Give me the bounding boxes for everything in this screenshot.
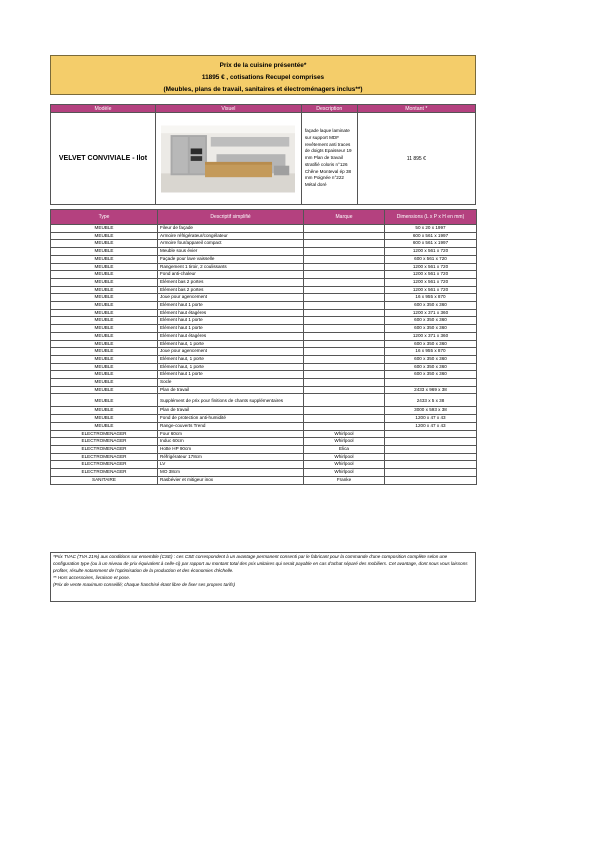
price-banner [50,55,476,95]
table-row [51,386,477,394]
cell-brand [304,263,385,271]
footnote-excluded: ** Hors accessoires, livraison et pose. [53,574,131,580]
banner-price: 11895 € , cotisations Recupel comprises [201,74,325,81]
cell-dimensions: 1200 x 561 x 720 [385,248,477,256]
cell-type: MEUBLE [51,394,158,407]
table-row [51,371,477,379]
cell-description: Elément haut, 1 porte [158,363,304,371]
table-row [51,325,477,333]
cell-brand [304,386,385,394]
table-row [51,469,477,477]
cell-type: MEUBLE [51,263,158,271]
cell-brand [304,302,385,310]
banner-included: (Meubles, plans de travail, sanitaires et électroménagers inclus**) [163,86,363,93]
cell-type: MEUBLE [51,248,158,256]
cell-description: Elément haut étagères [158,332,304,340]
cell-description: Range-couverts Trend [158,422,304,430]
cell-dimensions [385,453,477,461]
cell-brand [304,348,385,356]
table-row [51,363,477,371]
header-description: Description [301,105,357,113]
cell-type: MEUBLE [51,340,158,348]
table-row [51,438,477,446]
cell-description: Fond de protection anti-humidité [158,415,304,423]
cell-description: Four 60cm [158,430,304,438]
table-row [51,332,477,340]
cell-brand [304,255,385,263]
table-row [51,278,477,286]
cell-description: Elément haut, 1 porte [158,355,304,363]
table-row [51,286,477,294]
cell-description: Fond anti-chaleur [158,271,304,279]
cell-brand [304,294,385,302]
cell-dimensions: 600 x 350 x 360 [385,363,477,371]
table-row [51,407,477,415]
cell-dimensions [385,469,477,477]
cell-description: Plan de travail [158,386,304,394]
cell-description: Elément bas 2 portes [158,286,304,294]
cell-dimensions: 600 x 561 x 1997 [385,232,477,240]
cell-description: Armoire réfrigérateur/congélateur [158,232,304,240]
cell-dimensions: 600 x 350 x 360 [385,317,477,325]
cell-description: Plan de travail [158,407,304,415]
cell-description: Socle [158,379,304,387]
cell-description: LV [158,461,304,469]
cell-type: MEUBLE [51,286,158,294]
cell-brand: Whirlpool [304,438,385,446]
cell-dimensions: 600 x 350 x 360 [385,340,477,348]
cell-dimensions [385,476,477,484]
header-model: Modèle [51,105,156,113]
cell-dimensions: 600 x 561 x 1997 [385,240,477,248]
header-desc: Descriptif simplifié [158,210,304,225]
cell-dimensions [385,438,477,446]
banner-title: Prix de la cuisine présentée* [219,62,307,69]
table-row [51,379,477,387]
table-row [51,461,477,469]
cell-description: Meuble sous évier [158,248,304,256]
cell-dimensions: 1200 x 561 x 720 [385,271,477,279]
cell-dimensions [385,430,477,438]
cell-dimensions: 16 x 955 x 870 [385,294,477,302]
table-row [51,294,477,302]
cell-dimensions: 50 x 20 x 1997 [385,225,477,233]
cell-brand [304,371,385,379]
cell-description: Hotte HP 90cm [158,445,304,453]
table-row [51,271,477,279]
cell-type: MEUBLE [51,332,158,340]
table-row [51,263,477,271]
table-row [51,340,477,348]
cell-dimensions: 1200 x 561 x 720 [385,286,477,294]
model-description: façade laque laminate sur support MDF revêtement anti traces de doigts Epaisseur 19 mm Plan de travail stratifié coloris n°126 Chêne Monteval ép 38 mm Poignée n°222 Métal doré [301,113,357,205]
cell-description: Induc 60cm [158,438,304,446]
cell-dimensions: 600 x 350 x 360 [385,325,477,333]
cell-dimensions: 1200 x 47 x 43 [385,415,477,423]
cell-dimensions: 1200 x 371 x 360 [385,332,477,340]
cell-type: MEUBLE [51,302,158,310]
cell-type: ELECTROMENAGER [51,461,158,469]
cell-brand [304,232,385,240]
table-row [51,248,477,256]
table-row [51,453,477,461]
cell-type: MEUBLE [51,355,158,363]
table-row [51,415,477,423]
cell-dimensions: 3000 x 593 x 38 [385,407,477,415]
header-dimensions: Dimensions (L x P x H en mm) [385,210,477,225]
cell-description: Façade pour lave vaisselle [158,255,304,263]
header-brand: Marque [304,210,385,225]
cell-dimensions: 600 x 561 x 720 [385,255,477,263]
cell-type: MEUBLE [51,225,158,233]
cell-brand: Elica [304,445,385,453]
cell-brand: Franke [304,476,385,484]
cell-brand: Whirlpool [304,453,385,461]
cell-brand [304,340,385,348]
cell-type: MEUBLE [51,294,158,302]
table-row [51,232,477,240]
cell-dimensions: 16 x 955 x 870 [385,348,477,356]
cell-type: MEUBLE [51,363,158,371]
cell-description: Rasbévier et mitigeur inox [158,476,304,484]
cell-type: MEUBLE [51,386,158,394]
cell-description: Joue pour agencement [158,348,304,356]
cell-description: Joue pour agencement [158,294,304,302]
cell-description: MO 38cm [158,469,304,477]
cell-brand: Whirlpool [304,430,385,438]
cell-description: Elément haut étagères [158,309,304,317]
cell-dimensions: 1200 x 371 x 360 [385,309,477,317]
cell-dimensions [385,461,477,469]
table-row [51,430,477,438]
cell-brand [304,278,385,286]
table-row [51,476,477,484]
cell-type: MEUBLE [51,379,158,387]
cell-type: ELECTROMENAGER [51,453,158,461]
cell-brand [304,325,385,333]
table-row [51,355,477,363]
cell-brand [304,332,385,340]
table-row [51,255,477,263]
cell-description: Elément haut 1 porte [158,302,304,310]
cell-brand [304,379,385,387]
cell-brand [304,248,385,256]
cell-type: MEUBLE [51,271,158,279]
items-body [51,225,477,485]
cell-description: Rangement 1 tiroir, 2 coulissants [158,263,304,271]
cell-dimensions: 2433 x 969 x 38 [385,386,477,394]
header-amount: Montant * [357,105,475,113]
cell-type: ELECTROMENAGER [51,430,158,438]
cell-dimensions: 2433 x 5 x 38 [385,394,477,407]
table-row [51,394,477,407]
cell-type: MEUBLE [51,325,158,333]
cell-brand [304,317,385,325]
model-name: VELVET CONVIVIALE - Ilot [51,113,156,205]
cell-dimensions: 1200 x 561 x 720 [385,263,477,271]
cell-description: Elément haut 1 porte [158,325,304,333]
header-visual: Visuel [155,105,301,113]
cell-description: Elément bas 2 portes [158,278,304,286]
kitchen-visual-cell [155,113,301,205]
cell-brand: Whirlpool [304,461,385,469]
cell-description: Supplément de prix pour finitions de chants supplémentaires [158,394,304,407]
cell-type: MEUBLE [51,309,158,317]
table-row [51,309,477,317]
footnotes [50,552,476,602]
cell-brand [304,415,385,423]
cell-type: SANITAIRE [51,476,158,484]
cell-brand [304,407,385,415]
table-row [51,225,477,233]
cell-type: MEUBLE [51,317,158,325]
cell-brand: Whirlpool [304,469,385,477]
table-row [51,422,477,430]
cell-type: MEUBLE [51,255,158,263]
cell-dimensions [385,445,477,453]
table-row [51,302,477,310]
cell-brand [304,355,385,363]
table-row [51,445,477,453]
cell-brand [304,240,385,248]
cell-type: ELECTROMENAGER [51,469,158,477]
cell-brand [304,363,385,371]
cell-type: ELECTROMENAGER [51,438,158,446]
cell-dimensions: 1200 x 561 x 720 [385,278,477,286]
cell-description: Fileur de façade [158,225,304,233]
footnote-retail: (Prix de vente maximum conseillé; chaque franchisé étant libre de fixer ses propres tarifs) [53,581,236,587]
cell-type: ELECTROMENAGER [51,445,158,453]
cell-description: Elément haut, 1 porte [158,340,304,348]
cell-type: MEUBLE [51,278,158,286]
cell-brand [304,225,385,233]
cell-type: MEUBLE [51,371,158,379]
table-row [51,348,477,356]
cell-brand [304,309,385,317]
cell-dimensions: 600 x 350 x 360 [385,302,477,310]
cell-type: MEUBLE [51,232,158,240]
cell-type: MEUBLE [51,422,158,430]
cell-brand [304,422,385,430]
table-row [51,317,477,325]
items-table [50,209,477,485]
cell-type: MEUBLE [51,415,158,423]
cell-description: Elément haut 1 porte [158,317,304,325]
cell-type: MEUBLE [51,407,158,415]
cell-brand [304,271,385,279]
table-row [51,240,477,248]
cell-dimensions: 600 x 350 x 360 [385,355,477,363]
cell-type: MEUBLE [51,348,158,356]
kitchen-render-image [161,125,295,193]
header-type: Type [51,210,158,225]
model-amount: 11 895 € [357,113,475,205]
cell-description: Armoire four/appareil compact [158,240,304,248]
footnote-price: *Prix TVAC (TVA 21%) aux conditions sur ensemble (CSE) : ces CSE correspondent à un avantage permanent consenti par le fabricant pour la commande d'une composition complète selon une configuration type (ou à un niveau de prix équivalent à celle-ci) par rapport au montant total des prix unitaires qui serait payable en cas d'achat séparé des mobiliers. Cet avantage, dont nous vous laissons profiter, résulte notamment de l'optimisation de la production et des économies d'échelle. [53,554,468,573]
cell-dimensions [385,379,477,387]
cell-brand [304,286,385,294]
model-table [50,104,476,205]
cell-dimensions: 1200 x 47 x 43 [385,422,477,430]
cell-description: Elément haut 1 porte [158,371,304,379]
cell-dimensions: 600 x 350 x 360 [385,371,477,379]
cell-brand [304,394,385,407]
cell-description: Réfrigérateur 178cm [158,453,304,461]
cell-type: MEUBLE [51,240,158,248]
